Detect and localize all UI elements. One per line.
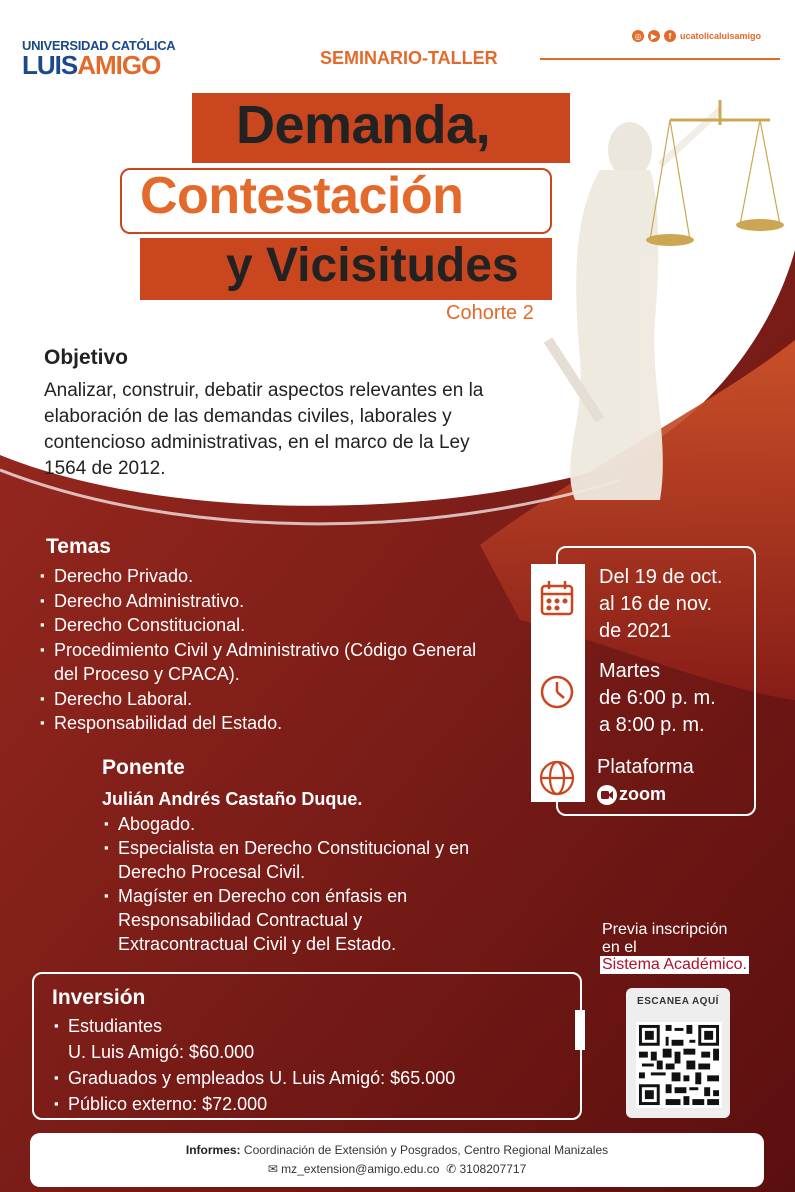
academic-system-link[interactable]: Sistema Académico. (602, 956, 747, 973)
title-line2: Contestación (140, 167, 464, 225)
date-line: de 2021 (599, 620, 672, 642)
time-line: a 8:00 p. m. (599, 714, 705, 736)
email-icon: ✉ (267, 1162, 278, 1176)
logo-luisamigo (22, 50, 160, 81)
youtube-icon[interactable]: ▶ (648, 30, 660, 42)
speaker-credentials (102, 812, 492, 956)
footer-phone[interactable]: 3108207717 (459, 1162, 527, 1176)
schedule-icon-strip (531, 564, 585, 802)
facebook-icon[interactable]: f (664, 30, 676, 42)
social-links (632, 30, 761, 42)
objective-heading: Objetivo (44, 346, 129, 369)
video-camera-icon (597, 785, 617, 805)
time-range (599, 658, 716, 739)
price-item: ▪ Estudiantes (52, 1013, 572, 1039)
date-range (599, 564, 722, 645)
topic-item: ▪ Derecho Constitucional. (38, 613, 478, 638)
topics-heading: Temas (46, 535, 111, 558)
footer-text: Coordinación de Extensión y Posgrados, Centro Regional Manizales (243, 1143, 609, 1157)
calendar-icon (542, 581, 572, 614)
topic-item: ▪ Derecho Administrativo. (38, 589, 478, 614)
footer-email[interactable]: mz_extension@amigo.edu.co (281, 1162, 440, 1176)
logo-luis-text: LUIS (22, 50, 78, 80)
instagram-icon[interactable]: ◎ (632, 30, 644, 42)
www-globe-icon (541, 762, 573, 794)
topic-item: ▪ Procedimiento Civil y Administrativo (Código General del Proceso y CPACA). (38, 638, 478, 687)
zoom-logo (597, 784, 666, 805)
logo-amigo-text: AMIGO (77, 50, 161, 80)
footer-bar (30, 1133, 764, 1187)
zoom-wordmark: zoom (619, 784, 666, 804)
qr-code[interactable] (636, 1022, 722, 1108)
date-line: Del 19 de oct. (599, 566, 723, 588)
investment-heading: Inversión (52, 986, 146, 1009)
logo-university-label: UNIVERSIDAD CATÓLICA (22, 38, 176, 53)
date-line: al 16 de nov. (599, 593, 713, 615)
speaker-name: Julián Andrés Castaño Duque. (102, 789, 363, 809)
registration-line: en el (602, 939, 637, 956)
social-handle[interactable]: ucatolicaluisamigo (680, 31, 762, 41)
price-item: ▪ Público externo: $72.000 (52, 1091, 572, 1117)
clock-icon (542, 677, 572, 707)
cohort-label: Cohorte 2 (446, 302, 534, 324)
platform-label: Plataforma (597, 756, 694, 778)
time-line: Martes (599, 660, 661, 682)
price-item: U. Luis Amigó: $60.000 (68, 1042, 255, 1062)
qr-label: ESCANEA AQUÍ (637, 996, 719, 1007)
investment-box-accent (575, 1010, 585, 1050)
credential-item: ▪ Especialista en Derecho Constitucional y en Derecho Procesal Civil. (102, 836, 492, 884)
footer-contacts (30, 1162, 764, 1176)
footer-info (30, 1143, 764, 1157)
title-line1: Demanda, (236, 95, 491, 155)
topic-item: ▪ Derecho Privado. (38, 564, 478, 589)
whatsapp-icon: ✆ (446, 1162, 457, 1176)
registration-note (602, 921, 727, 957)
objective-text: Analizar, construir, debatir aspectos relevantes en la elaboración de las demandas civiles, laborales y contencioso administrativas, en el marco de la Ley 1564 de 2012. (44, 380, 484, 479)
investment-list (52, 1013, 572, 1117)
time-line: de 6:00 p. m. (599, 687, 716, 709)
footer-label: Informes: (185, 1143, 241, 1157)
seminar-kicker: SEMINARIO-TALLER (320, 48, 498, 68)
topic-item: ▪ Derecho Laboral. (38, 687, 478, 712)
credential-item: ▪ Abogado. (102, 812, 492, 836)
kicker-divider (540, 58, 780, 60)
title-line3: y Vicisitudes (226, 239, 519, 292)
speaker-heading: Ponente (102, 756, 185, 779)
topic-item: ▪ Responsabilidad del Estado. (38, 711, 478, 736)
price-item: ▪ Graduados y empleados U. Luis Amigó: $65.000 (52, 1065, 572, 1091)
registration-line: Previa inscripción (602, 921, 728, 938)
topics-list (38, 564, 478, 736)
credential-item: ▪ Magíster en Derecho con énfasis en Responsabilidad Contractual y Extracontractual Civil y del Estado. (102, 884, 492, 956)
